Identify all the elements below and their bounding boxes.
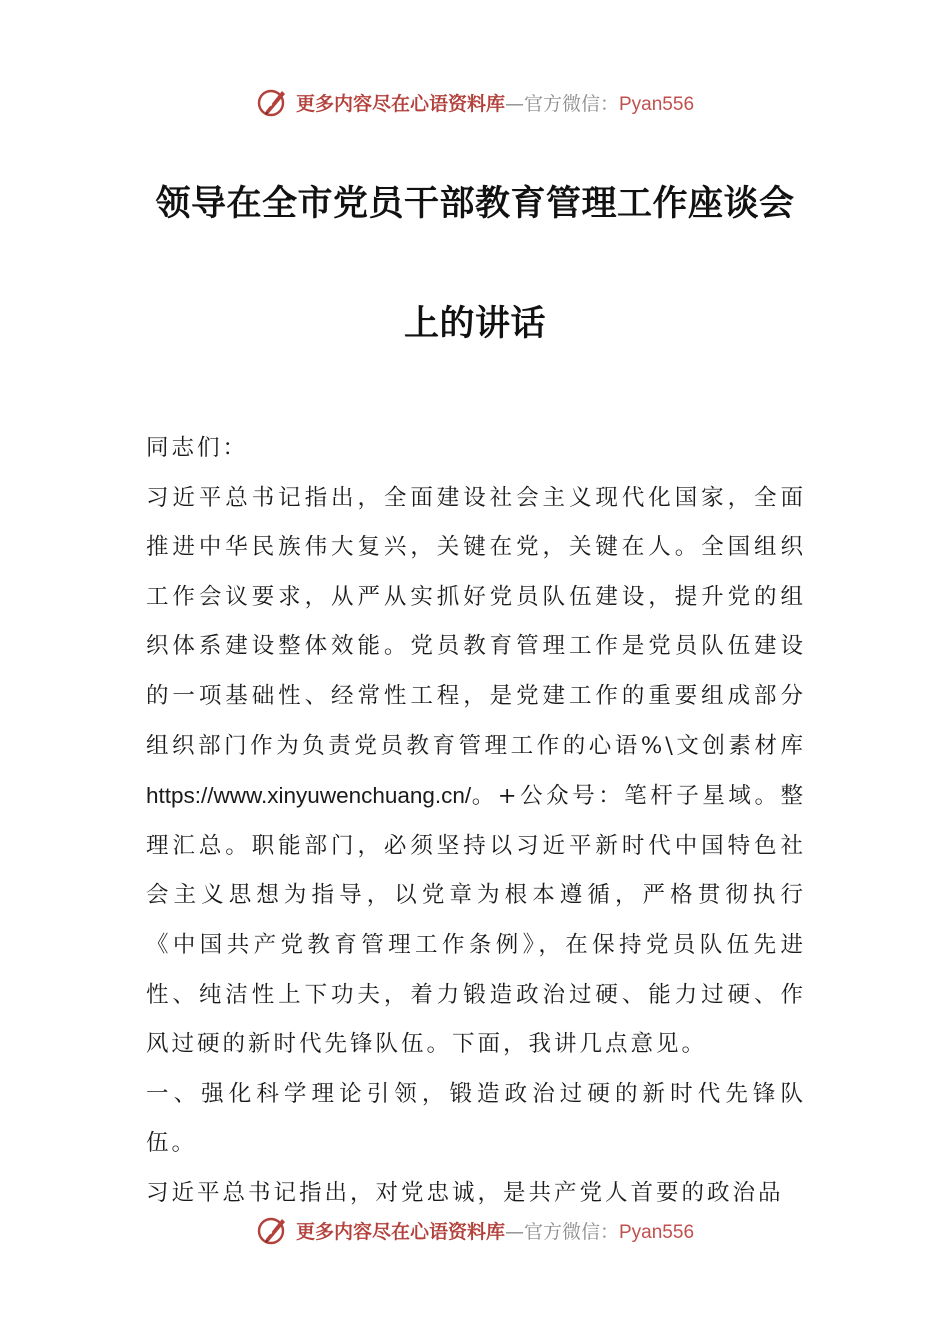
banner-wechat-label: 官方微信： — [523, 92, 619, 115]
document-title-line-2: 上的讲话 — [403, 304, 546, 344]
body-paragraph: 习近平总书记指出，对党忠诚，是共产党人首要的政治品 — [146, 1179, 784, 1206]
paragraph-text: 。+公众号：笔杆子星域。整理汇总。职能部门，必须坚持以习近平新时代中国特色社会主义思想为指导，以党章为根本遵循，严格贯彻执行《中国共产党教育管理工作条例》，在保持党员队伍先进性、纯洁性上下功夫，着力锻造政治过硬、能力过硬、作风过硬的新时代先锋队伍。下面，我讲几点意见。 — [146, 783, 806, 1058]
salutation-paragraph: 同志们： — [146, 435, 249, 461]
pen-nib-circle-icon — [256, 85, 290, 119]
banner-text — [296, 1217, 694, 1244]
banner-dash: — — [504, 92, 524, 115]
banner-wechat-id: Pyan556 — [619, 1221, 695, 1243]
header-watermark-banner — [0, 82, 950, 122]
footer-watermark-banner — [0, 1210, 950, 1250]
banner-dash: — — [504, 1220, 524, 1243]
source-url: https://www.xinyuwenchuang.cn/ — [146, 783, 472, 809]
paragraph-text: 习近平总书记指出，全面建设社会主义现代化国家，全面推进中华民族伟大复兴，关键在党，关键在人。全国组织工作会议要求，从严从实抓好党员队伍建设，提升党的组织体系建设整体效能。党员教育管理工作是党员队伍建设的一项基础性、经常性工程，是党建工作的重要组成部分组织部门作为负责党员教育管理工作的心语%\文创素材库 — [146, 484, 806, 759]
banner-site-text: 更多内容尽在心语资料库 — [295, 1220, 505, 1243]
document-title-line-1: 领导在全市党员干部教育管理工作座谈会 — [155, 184, 795, 224]
banner-wechat-id: Pyan556 — [619, 93, 695, 115]
banner-site-text: 更多内容尽在心语资料库 — [295, 92, 505, 115]
section-heading: 一、强化科学理论引领，锻造政治过硬的新时代先锋队伍。 — [146, 1080, 806, 1157]
pen-nib-circle-icon — [256, 1213, 290, 1247]
banner-wechat-label: 官方微信： — [523, 1220, 619, 1243]
body-paragraph — [146, 474, 806, 1070]
document-body — [146, 424, 806, 1219]
banner-text — [296, 89, 694, 116]
